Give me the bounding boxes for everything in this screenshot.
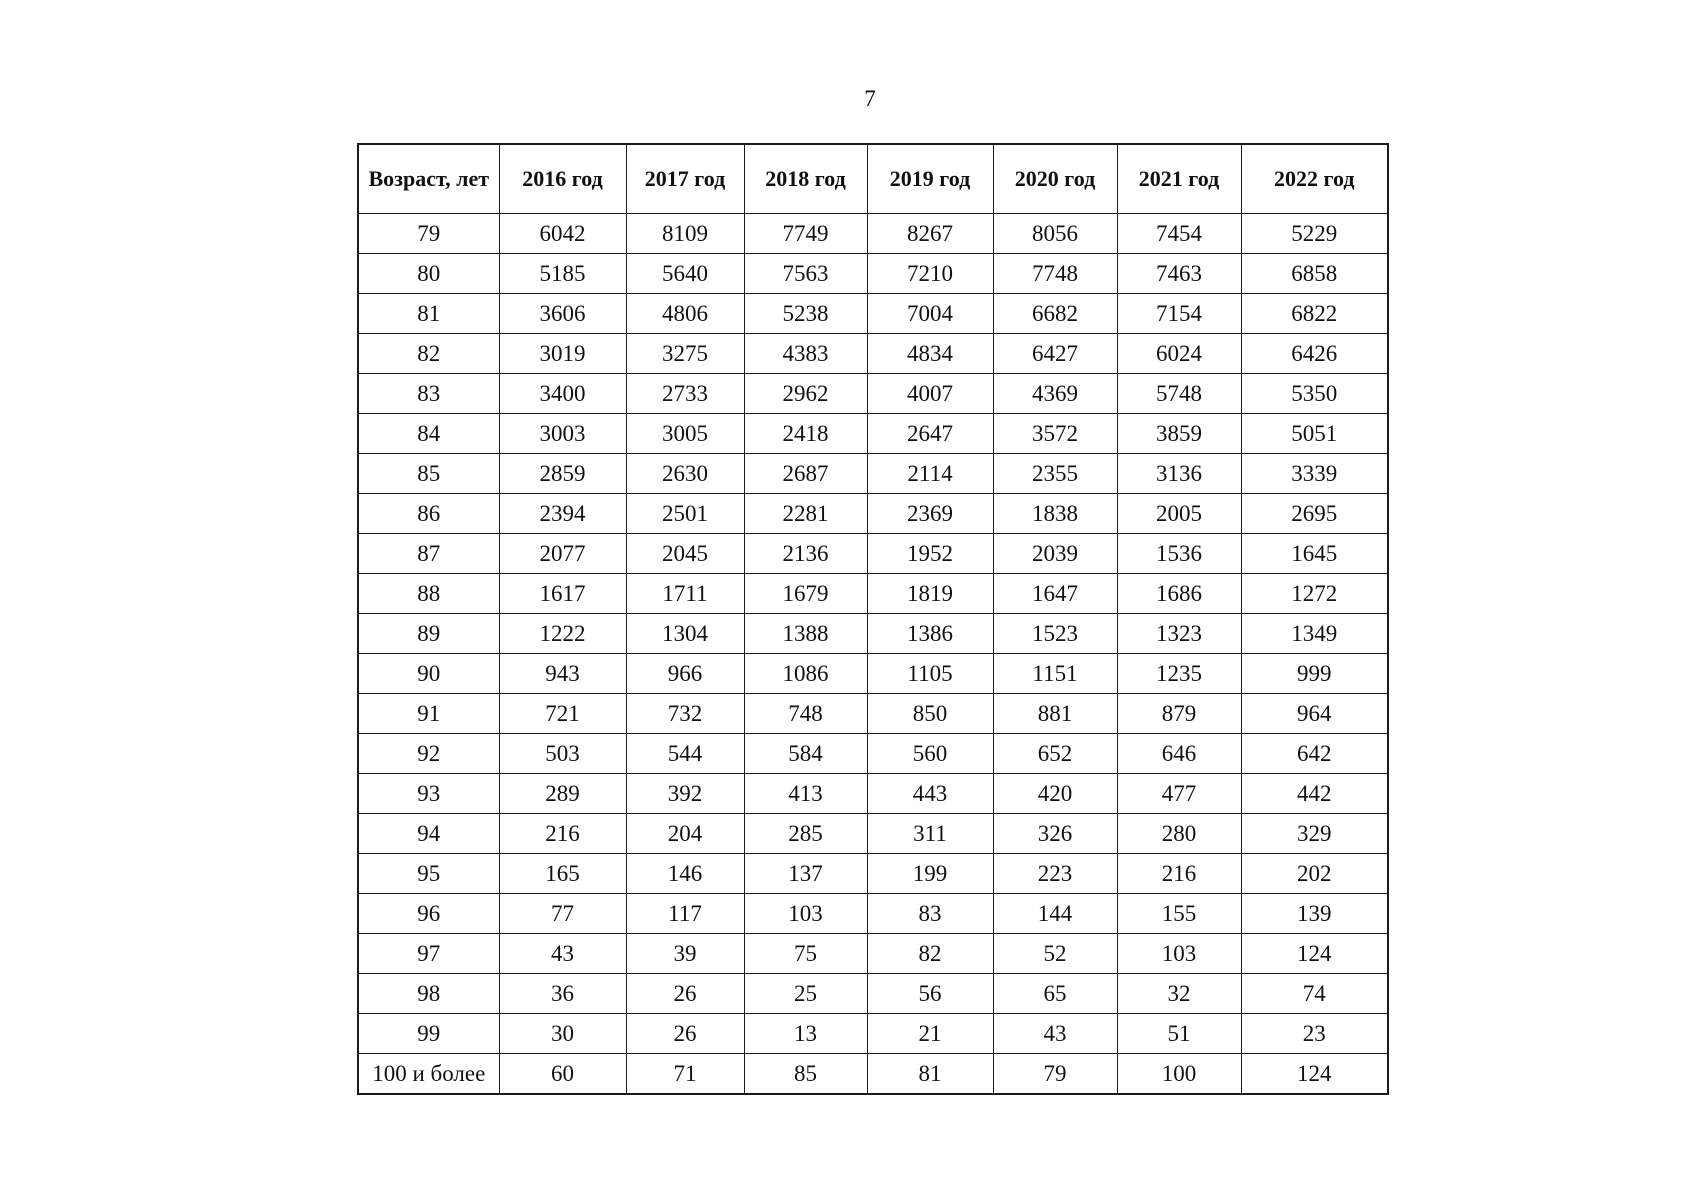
value-cell: 6426 [1241, 334, 1388, 374]
value-cell: 137 [744, 854, 867, 894]
age-cell: 92 [358, 734, 499, 774]
value-cell: 879 [1117, 694, 1241, 734]
value-cell: 1235 [1117, 654, 1241, 694]
header-2022: 2022 год [1241, 144, 1388, 214]
value-cell: 1819 [867, 574, 993, 614]
value-cell: 25 [744, 974, 867, 1014]
value-cell: 850 [867, 694, 993, 734]
value-cell: 52 [993, 934, 1117, 974]
value-cell: 3275 [626, 334, 744, 374]
value-cell: 216 [1117, 854, 1241, 894]
value-cell: 2281 [744, 494, 867, 534]
value-cell: 30 [499, 1014, 626, 1054]
value-cell: 2355 [993, 454, 1117, 494]
value-cell: 7454 [1117, 214, 1241, 254]
age-cell: 95 [358, 854, 499, 894]
value-cell: 223 [993, 854, 1117, 894]
value-cell: 8267 [867, 214, 993, 254]
value-cell: 100 [1117, 1054, 1241, 1095]
value-cell: 4369 [993, 374, 1117, 414]
value-cell: 2647 [867, 414, 993, 454]
value-cell: 280 [1117, 814, 1241, 854]
value-cell: 5238 [744, 294, 867, 334]
table-row [358, 334, 1388, 374]
value-cell: 721 [499, 694, 626, 734]
value-cell: 2630 [626, 454, 744, 494]
value-cell: 103 [1117, 934, 1241, 974]
table-row [358, 774, 1388, 814]
value-cell: 2695 [1241, 494, 1388, 534]
header-2021: 2021 год [1117, 144, 1241, 214]
value-cell: 1105 [867, 654, 993, 694]
value-cell: 881 [993, 694, 1117, 734]
table-row [358, 414, 1388, 454]
value-cell: 60 [499, 1054, 626, 1095]
table-row [358, 694, 1388, 734]
table-row [358, 294, 1388, 334]
value-cell: 4834 [867, 334, 993, 374]
value-cell: 1222 [499, 614, 626, 654]
value-cell: 2733 [626, 374, 744, 414]
value-cell: 1952 [867, 534, 993, 574]
value-cell: 2962 [744, 374, 867, 414]
value-cell: 3859 [1117, 414, 1241, 454]
value-cell: 1536 [1117, 534, 1241, 574]
header-2020: 2020 год [993, 144, 1117, 214]
value-cell: 6682 [993, 294, 1117, 334]
value-cell: 420 [993, 774, 1117, 814]
value-cell: 311 [867, 814, 993, 854]
age-cell: 79 [358, 214, 499, 254]
header-2017: 2017 год [626, 144, 744, 214]
age-cell: 91 [358, 694, 499, 734]
value-cell: 2005 [1117, 494, 1241, 534]
age-cell: 87 [358, 534, 499, 574]
value-cell: 560 [867, 734, 993, 774]
value-cell: 216 [499, 814, 626, 854]
value-cell: 1388 [744, 614, 867, 654]
value-cell: 943 [499, 654, 626, 694]
value-cell: 199 [867, 854, 993, 894]
value-cell: 329 [1241, 814, 1388, 854]
table-row [358, 854, 1388, 894]
value-cell: 652 [993, 734, 1117, 774]
value-cell: 51 [1117, 1014, 1241, 1054]
value-cell: 82 [867, 934, 993, 974]
age-cell: 81 [358, 294, 499, 334]
value-cell: 3572 [993, 414, 1117, 454]
age-cell: 86 [358, 494, 499, 534]
value-cell: 79 [993, 1054, 1117, 1095]
value-cell: 2418 [744, 414, 867, 454]
value-cell: 2369 [867, 494, 993, 534]
value-cell: 32 [1117, 974, 1241, 1014]
header-2019: 2019 год [867, 144, 993, 214]
value-cell: 3400 [499, 374, 626, 414]
value-cell: 75 [744, 934, 867, 974]
age-cell: 82 [358, 334, 499, 374]
value-cell: 5185 [499, 254, 626, 294]
age-cell: 93 [358, 774, 499, 814]
age-cell: 94 [358, 814, 499, 854]
value-cell: 2687 [744, 454, 867, 494]
value-cell: 43 [993, 1014, 1117, 1054]
age-cell: 99 [358, 1014, 499, 1054]
value-cell: 7463 [1117, 254, 1241, 294]
value-cell: 5748 [1117, 374, 1241, 414]
table-row [358, 974, 1388, 1014]
header-2016: 2016 год [499, 144, 626, 214]
value-cell: 23 [1241, 1014, 1388, 1054]
table-row [358, 254, 1388, 294]
value-cell: 1349 [1241, 614, 1388, 654]
value-cell: 7749 [744, 214, 867, 254]
table-row [358, 894, 1388, 934]
value-cell: 3606 [499, 294, 626, 334]
value-cell: 7004 [867, 294, 993, 334]
value-cell: 77 [499, 894, 626, 934]
table-row [358, 1014, 1388, 1054]
age-cell: 100 и более [358, 1054, 499, 1095]
value-cell: 2136 [744, 534, 867, 574]
table-header-row [358, 144, 1388, 214]
value-cell: 4806 [626, 294, 744, 334]
value-cell: 7748 [993, 254, 1117, 294]
value-cell: 39 [626, 934, 744, 974]
value-cell: 13 [744, 1014, 867, 1054]
age-cell: 80 [358, 254, 499, 294]
value-cell: 443 [867, 774, 993, 814]
value-cell: 124 [1241, 934, 1388, 974]
value-cell: 5350 [1241, 374, 1388, 414]
value-cell: 748 [744, 694, 867, 734]
value-cell: 1323 [1117, 614, 1241, 654]
value-cell: 202 [1241, 854, 1388, 894]
value-cell: 7154 [1117, 294, 1241, 334]
value-cell: 7210 [867, 254, 993, 294]
value-cell: 1151 [993, 654, 1117, 694]
table-row [358, 614, 1388, 654]
page-number: 7 [864, 86, 876, 111]
age-cell: 96 [358, 894, 499, 934]
table-row [358, 374, 1388, 414]
value-cell: 6042 [499, 214, 626, 254]
value-cell: 6024 [1117, 334, 1241, 374]
value-cell: 85 [744, 1054, 867, 1095]
value-cell: 204 [626, 814, 744, 854]
value-cell: 584 [744, 734, 867, 774]
table-row [358, 814, 1388, 854]
value-cell: 3005 [626, 414, 744, 454]
value-cell: 3019 [499, 334, 626, 374]
value-cell: 81 [867, 1054, 993, 1095]
value-cell: 103 [744, 894, 867, 934]
value-cell: 5229 [1241, 214, 1388, 254]
value-cell: 2045 [626, 534, 744, 574]
table-row [358, 1054, 1388, 1095]
value-cell: 2039 [993, 534, 1117, 574]
value-cell: 1086 [744, 654, 867, 694]
value-cell: 2114 [867, 454, 993, 494]
value-cell: 146 [626, 854, 744, 894]
value-cell: 7563 [744, 254, 867, 294]
value-cell: 413 [744, 774, 867, 814]
value-cell: 2077 [499, 534, 626, 574]
value-cell: 1647 [993, 574, 1117, 614]
value-cell: 1679 [744, 574, 867, 614]
value-cell: 1645 [1241, 534, 1388, 574]
value-cell: 71 [626, 1054, 744, 1095]
value-cell: 732 [626, 694, 744, 734]
value-cell: 2394 [499, 494, 626, 534]
value-cell: 26 [626, 1014, 744, 1054]
age-cell: 90 [358, 654, 499, 694]
age-population-table [357, 143, 1389, 1095]
table-container [357, 143, 1389, 1095]
value-cell: 4383 [744, 334, 867, 374]
value-cell: 1304 [626, 614, 744, 654]
table-row [358, 214, 1388, 254]
value-cell: 1523 [993, 614, 1117, 654]
value-cell: 999 [1241, 654, 1388, 694]
value-cell: 5051 [1241, 414, 1388, 454]
value-cell: 74 [1241, 974, 1388, 1014]
value-cell: 8056 [993, 214, 1117, 254]
value-cell: 392 [626, 774, 744, 814]
value-cell: 2859 [499, 454, 626, 494]
value-cell: 6427 [993, 334, 1117, 374]
value-cell: 1617 [499, 574, 626, 614]
table-row [358, 654, 1388, 694]
value-cell: 1711 [626, 574, 744, 614]
value-cell: 139 [1241, 894, 1388, 934]
table-row [358, 574, 1388, 614]
value-cell: 26 [626, 974, 744, 1014]
age-cell: 89 [358, 614, 499, 654]
value-cell: 1838 [993, 494, 1117, 534]
table-row [358, 534, 1388, 574]
value-cell: 65 [993, 974, 1117, 1014]
value-cell: 21 [867, 1014, 993, 1054]
table-row [358, 934, 1388, 974]
value-cell: 8109 [626, 214, 744, 254]
age-cell: 84 [358, 414, 499, 454]
value-cell: 56 [867, 974, 993, 1014]
value-cell: 155 [1117, 894, 1241, 934]
value-cell: 117 [626, 894, 744, 934]
value-cell: 503 [499, 734, 626, 774]
table-body [358, 214, 1388, 1095]
value-cell: 964 [1241, 694, 1388, 734]
value-cell: 646 [1117, 734, 1241, 774]
age-cell: 83 [358, 374, 499, 414]
value-cell: 3339 [1241, 454, 1388, 494]
value-cell: 6858 [1241, 254, 1388, 294]
value-cell: 83 [867, 894, 993, 934]
value-cell: 1386 [867, 614, 993, 654]
value-cell: 289 [499, 774, 626, 814]
value-cell: 285 [744, 814, 867, 854]
value-cell: 144 [993, 894, 1117, 934]
value-cell: 2501 [626, 494, 744, 534]
value-cell: 6822 [1241, 294, 1388, 334]
value-cell: 165 [499, 854, 626, 894]
table-row [358, 734, 1388, 774]
header-2018: 2018 год [744, 144, 867, 214]
value-cell: 966 [626, 654, 744, 694]
table-row [358, 494, 1388, 534]
value-cell: 544 [626, 734, 744, 774]
value-cell: 1686 [1117, 574, 1241, 614]
table-row [358, 454, 1388, 494]
header-age: Возраст, лет [358, 144, 499, 214]
value-cell: 5640 [626, 254, 744, 294]
value-cell: 124 [1241, 1054, 1388, 1095]
age-cell: 98 [358, 974, 499, 1014]
value-cell: 3136 [1117, 454, 1241, 494]
age-cell: 88 [358, 574, 499, 614]
value-cell: 3003 [499, 414, 626, 454]
value-cell: 642 [1241, 734, 1388, 774]
value-cell: 326 [993, 814, 1117, 854]
value-cell: 4007 [867, 374, 993, 414]
value-cell: 442 [1241, 774, 1388, 814]
age-cell: 97 [358, 934, 499, 974]
value-cell: 43 [499, 934, 626, 974]
value-cell: 1272 [1241, 574, 1388, 614]
value-cell: 477 [1117, 774, 1241, 814]
value-cell: 36 [499, 974, 626, 1014]
age-cell: 85 [358, 454, 499, 494]
